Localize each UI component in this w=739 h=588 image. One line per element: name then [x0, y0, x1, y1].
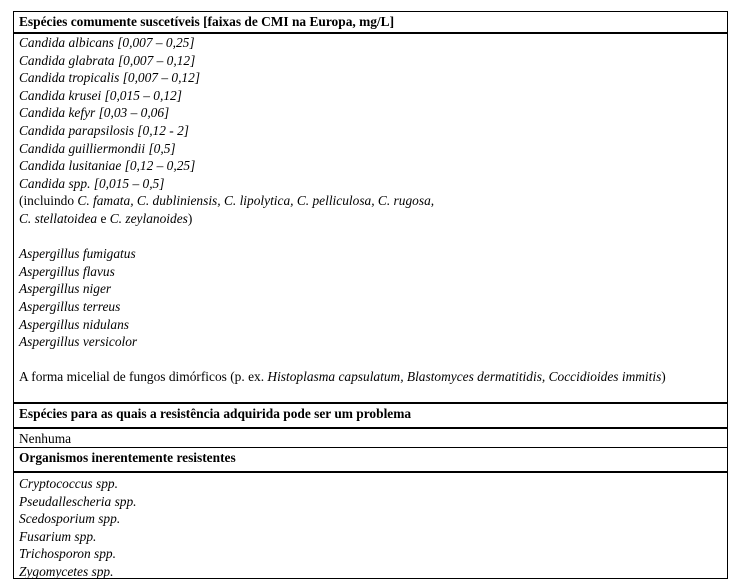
list-item: Candida guilliermondii [0,5]	[19, 140, 176, 156]
dimorphic-fungi-note: A forma micelial de fungos dimórficos (p. ex. Histoplasma capsulatum, Blastomyces dermatitidis, Coccidioides immitis)	[19, 369, 666, 385]
list-item: Candida glabrata [0,007 – 0,12]	[19, 52, 196, 68]
section-rule	[14, 447, 727, 448]
list-item: Candida lusitaniae [0,12 – 0,25]	[19, 158, 196, 174]
list-item: Zygomycetes spp.	[19, 563, 114, 579]
list-item: Aspergillus versicolor	[19, 334, 138, 350]
list-item: Nenhuma	[19, 431, 72, 446]
list-item: Aspergillus flavus	[19, 263, 115, 279]
list-item: Pseudallescheria spp.	[19, 493, 137, 509]
section-rule	[14, 402, 727, 404]
acquired-resistance-list	[14, 430, 727, 448]
susceptible-species-list	[14, 34, 727, 386]
list-item: Aspergillus terreus	[19, 298, 121, 314]
including-note-line-1: (incluindo C. famata, C. dubliniensis, C. lipolytica, C. pelliculosa, C. rugosa,	[19, 193, 435, 209]
list-item: Trichosporon spp.	[19, 546, 116, 562]
list-item: Candida spp. [0,015 – 0,5]	[19, 175, 165, 191]
inherently-resistant-list	[14, 475, 727, 581]
header-rule	[14, 427, 727, 429]
including-note-line-2: C. stellatoidea e C. zeylanoides)	[19, 210, 193, 226]
section-header-acquired-resistance: Espécies para as quais a resistência adquirida pode ser um problema	[19, 406, 412, 421]
list-item: Aspergillus nidulans	[19, 316, 129, 332]
list-item: Candida parapsilosis [0,12 - 2]	[19, 122, 190, 138]
list-item: Cryptococcus spp.	[19, 476, 118, 491]
section-header-susceptible: Espécies comumente suscetíveis [faixas de CMI na Europa, mg/L]	[19, 14, 395, 29]
list-item: Candida kefyr [0,03 – 0,06]	[19, 105, 170, 121]
list-item: Candida tropicalis [0,007 – 0,12]	[19, 70, 201, 86]
list-item: Candida albicans [0,007 – 0,25]	[19, 35, 195, 50]
list-item: Fusarium spp.	[19, 528, 97, 544]
section-header-inherently-resistant: Organismos inerentemente resistentes	[19, 450, 236, 465]
list-item: Candida krusei [0,015 – 0,12]	[19, 87, 182, 103]
list-item: Aspergillus niger	[19, 281, 112, 297]
susceptibility-table	[13, 11, 728, 579]
list-item: Aspergillus fumigatus	[19, 246, 136, 262]
list-item: Scedosporium spp.	[19, 511, 121, 527]
header-rule	[14, 471, 727, 473]
